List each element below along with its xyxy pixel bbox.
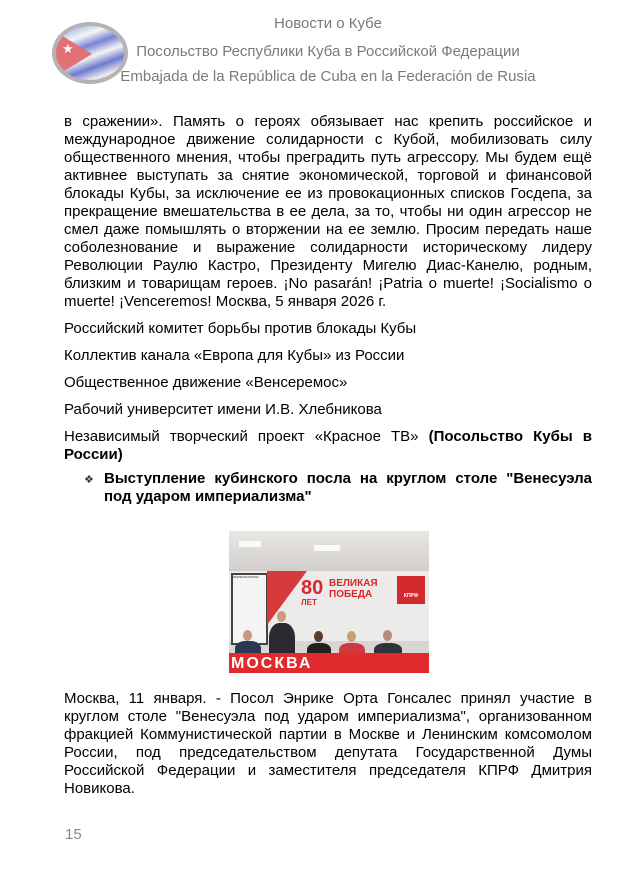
flag-star-icon: ★ xyxy=(62,42,74,57)
photo-ceiling xyxy=(229,531,429,573)
header-embassy-ru: Посольство Республики Куба в Российской Федерации xyxy=(136,43,520,60)
signatory: Коллектив канала «Европа для Кубы» из России xyxy=(64,347,405,364)
table-banner-text: МОСКВА xyxy=(231,655,313,672)
person-head xyxy=(314,631,323,642)
party-logo: КПРФ xyxy=(397,576,425,604)
signatory: Общественное движение «Венсеремос» xyxy=(64,374,348,391)
projection-screen: ИМПЕРИАЛИЗМА xyxy=(231,573,268,645)
last-signatory-line xyxy=(64,428,592,464)
section-heading xyxy=(84,470,592,506)
main-content xyxy=(64,113,592,464)
article-paragraph: Москва, 11 января. - Посол Энрике Орта Гонсалес принял участие в круглом столе "Венесуэла под ударом империализма", организованном фракцией Коммунистической партии в Москве и Ленинским комсомолом России, под председательством депутата Государственной Думы Российской Федерации и заместителя председателя КПРФ Дмитрия Новикова. xyxy=(64,690,592,797)
ceiling-light xyxy=(239,541,261,547)
page-header xyxy=(0,0,640,100)
source-credit: (Посольство Кубы в России) xyxy=(64,428,592,463)
header-embassy-es: Embajada de la República de Cuba en la Federación de Rusia xyxy=(120,68,536,85)
banner-slogan-line2: ПОБЕДА xyxy=(329,589,373,600)
banner-years: ЛЕТ xyxy=(301,598,317,607)
person-head xyxy=(347,631,356,642)
diamond-bullet-icon: ❖ xyxy=(84,473,94,486)
event-photo xyxy=(229,531,429,673)
banner-slogan-line1: ВЕЛИКАЯ xyxy=(329,578,378,589)
banner-number: 80 xyxy=(301,577,324,599)
signatory: Рабочий университет имени И.В. Хлебникова xyxy=(64,401,382,418)
person-head xyxy=(383,630,392,641)
signatory: Российский комитет борьбы против блокады Кубы xyxy=(64,320,417,337)
page-number: 15 xyxy=(65,826,82,843)
ceiling-light xyxy=(314,545,340,551)
section-heading-text: Выступление кубинского посла на круглом столе "Венесуэла под ударом империализма" xyxy=(104,470,592,505)
signatory: Независимый творческий проект «Красное ТВ» xyxy=(64,428,419,445)
header-title: Новости о Кубе xyxy=(274,15,382,32)
speaker-head xyxy=(277,611,286,622)
banner-slogan xyxy=(329,578,378,600)
body-paragraph: в сражении». Память о героях обязывает нас крепить российское и международное движение солидарности с Кубой, мобилизовать силу общественного мнения, чтобы преградить путь агрессору. Мы будем ещё активнее выступать за снятие экономической, торговой и финансовой блокады Кубы, за исключение ее из провокационных списков Госдепа, за прекращение вмешательства в ее дела, за то, чтобы ни один агрессор не смел даже помышлять о вторжении на ее землю. Просим передать наше соболезнование и выражение солидарности историческому лидеру Революции Раулю Кастро, Президенту Мигелю Диас-Канелю, родным, близким и товарищам героев. ¡No pasarán! ¡Patria o muerte! ¡Socialismo o muerte! ¡Venceremos! Москва, 5 января 2026 г. xyxy=(64,113,592,310)
person-head xyxy=(243,630,252,641)
